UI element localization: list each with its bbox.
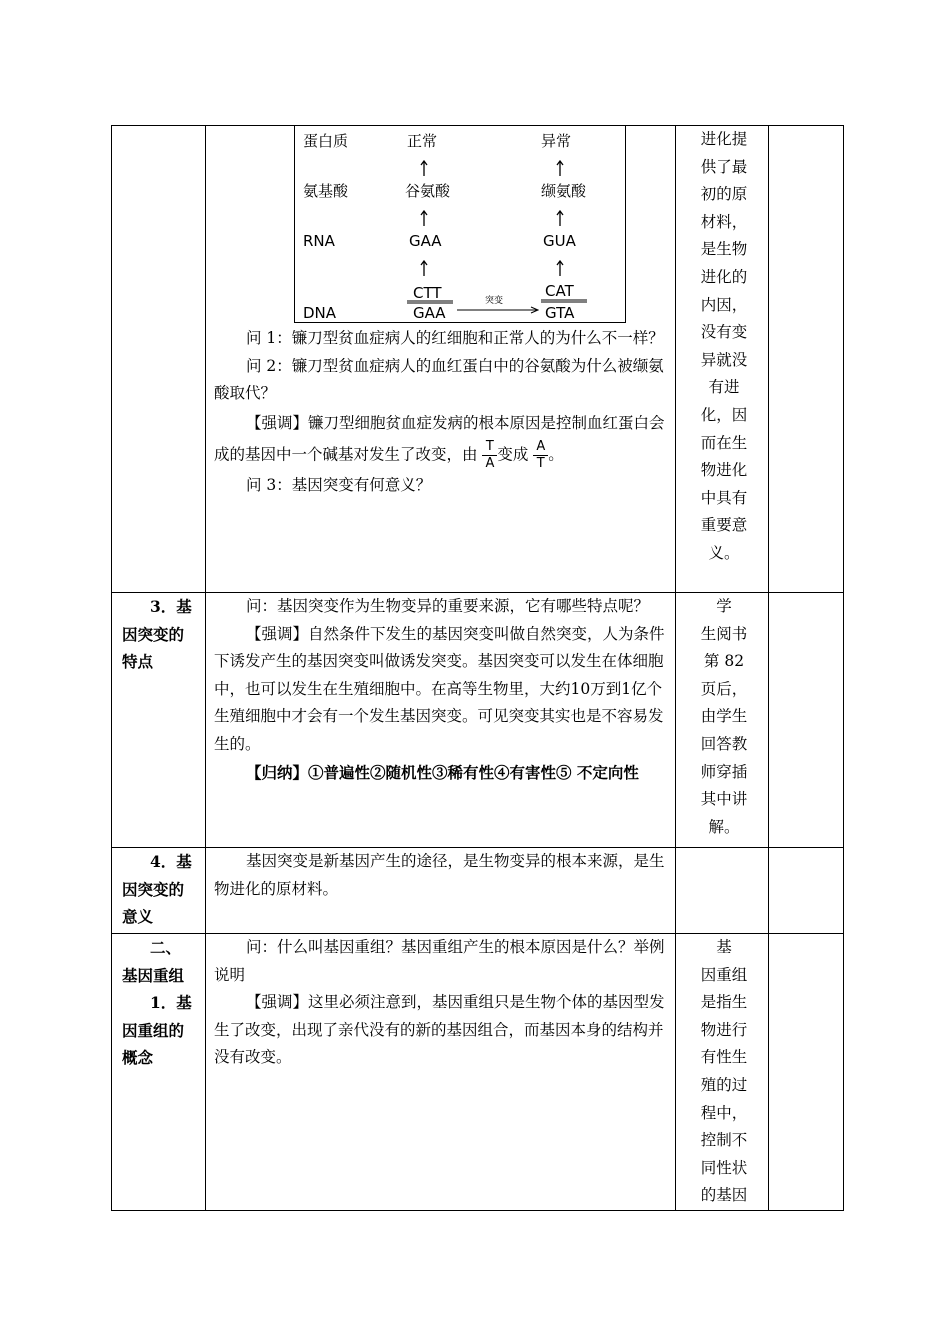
table-row — [112, 848, 844, 934]
up-arrow-icon — [554, 210, 566, 226]
abnormal-dna-top: CAT — [545, 282, 574, 300]
content-cell — [206, 934, 676, 1211]
note-cell: 进化提 供了最 初的原 材料， 是生物 进化的 内因， 没有变 异就没 有进 化，因 而在生 物进化 中具有 重要意 义。 — [676, 126, 769, 593]
lesson-plan-table — [111, 125, 844, 1211]
diagram-row-label: DNA — [303, 304, 337, 322]
up-arrow-icon — [418, 210, 430, 226]
table-row — [112, 934, 844, 1211]
base-pair-at: $\frac{A}{T}$ — [533, 439, 548, 472]
up-arrow-icon — [554, 260, 566, 276]
abnormal-dna-bottom: GTA — [545, 304, 575, 322]
significance-text: 基因突变是新基因产生的途径，是生物变异的根本来源，是生物进化的原材料。 — [214, 852, 665, 898]
up-arrow-icon — [554, 160, 566, 176]
content-cell — [206, 848, 676, 934]
summary-text: 【归纳】①普遍性②随机性③稀有性④有害性⑤ 不定向性 — [246, 762, 639, 782]
base-pair-ta: $\frac{T}{A}$ — [482, 439, 497, 472]
question-text: 问：基因突变作为生物变异的重要来源，它有哪些特点呢？ — [246, 597, 650, 615]
right-arrow-icon — [457, 306, 539, 314]
diagram-row-label: RNA — [303, 232, 335, 250]
empty-cell — [769, 593, 844, 848]
question-text: 问：什么叫基因重组？基因重组产生的根本原因是什么？举例说明 — [214, 938, 665, 984]
note-cell: 基 因重组 是指生 物进行 有性生 殖的过 程中， 控制不 同性状 的基因 — [676, 934, 769, 1211]
up-arrow-icon — [418, 160, 430, 176]
abnormal-amino-acid: 缬氨酸 — [541, 182, 587, 200]
table-row — [112, 593, 844, 848]
sickle-cell-mutation-diagram — [294, 126, 626, 323]
empty-cell — [769, 848, 844, 934]
up-arrow-icon — [418, 260, 430, 276]
note-cell: 学 生阅书 第 82 页后， 由学生 回答教 师穿插 其中讲 解。 — [676, 593, 769, 848]
abnormal-protein: 异常 — [541, 132, 572, 150]
emphasis-paragraph: 【强调】镰刀型细胞贫血症发病的根本原因是控制血红蛋白会成的基因中一个碱基对发生了改变，由 $\frac{T}{A}$ 变成 $\frac{A}{T}$ 。 — [214, 413, 665, 471]
diagram-row-label: 蛋白质 — [303, 132, 349, 150]
emphasis-text: 【强调】自然条件下发生的基因突变叫做自然突变，人为条件下诱发产生的基因突变叫做诱发突变。基因突变可以发生在体细胞中，也可以发生在生殖细胞中。在高等生物里，大约10万到1亿个生殖细胞中才会有一个发生基因突变。可见突变其实也是不容易发生的。 — [214, 624, 665, 753]
normal-dna-top: CTT — [413, 284, 442, 302]
diagram-row-label: 氨基酸 — [303, 182, 349, 200]
dna-double-line — [407, 300, 453, 304]
normal-amino-acid: 谷氨酸 — [405, 182, 451, 200]
question-1: 问 1：镰刀型贫血症病人的红细胞和正常人的为什么不一样？ — [246, 329, 664, 347]
emphasis-text: 【强调】镰刀型细胞贫血症发病的根本原因是控制血红蛋白会成的基因中一个碱基对发生了改变，由 — [214, 413, 665, 464]
question-3: 问 3：基因突变有何意义？ — [246, 475, 432, 494]
abnormal-rna: GUA — [543, 232, 576, 250]
normal-protein: 正常 — [407, 132, 438, 150]
heading-cell: 二、 基因重组 1．基 因重组的 概念 — [112, 934, 206, 1211]
normal-dna-bottom: GAA — [413, 304, 446, 322]
mutation-label: 突变 — [485, 296, 504, 306]
empty-cell — [769, 126, 844, 593]
table-row — [112, 126, 844, 593]
heading-cell — [112, 126, 206, 593]
content-cell — [206, 593, 676, 848]
dna-double-line — [541, 299, 587, 303]
empty-cell — [769, 934, 844, 1211]
heading-cell: 3．基 因突变的 特点 — [112, 593, 206, 848]
normal-rna: GAA — [409, 232, 442, 250]
content-cell — [206, 126, 676, 593]
note-cell — [676, 848, 769, 934]
emphasis-text: 【强调】这里必须注意到，基因重组只是生物个体的基因型发生了改变，出现了亲代没有的新的基因组合，而基因本身的结构并没有改变。 — [214, 993, 665, 1067]
heading-cell: 4．基 因突变的 意义 — [112, 848, 206, 934]
question-2: 问 2：镰刀型贫血症病人的血红蛋白中的谷氨酸为什么被缬氨酸取代？ — [214, 356, 664, 403]
